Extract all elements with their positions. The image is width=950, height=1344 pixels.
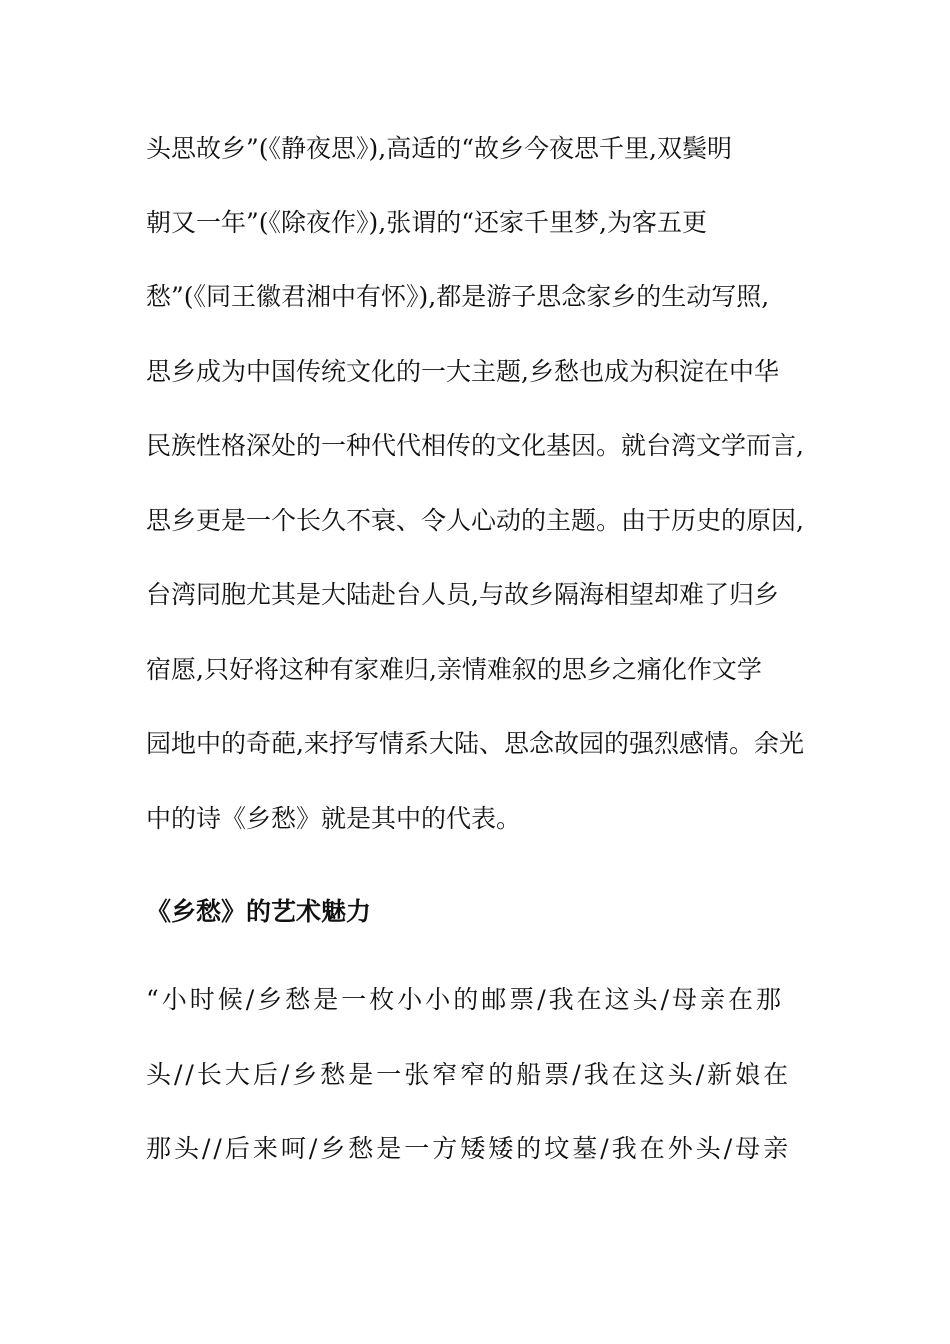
paragraph-line: 宿愿,只好将这种有家难归,亲情难叙的思乡之痛化作文学 — [146, 655, 762, 684]
paragraph-line: 园地中的奇葩,来抒写情系大陆、思念故园的强烈感情。余光 — [146, 729, 804, 758]
paragraph-line: 中的诗《乡愁》就是其中的代表。 — [146, 804, 522, 833]
paragraph-line: 思乡成为中国传统文化的一大主题,乡愁也成为积淀在中华 — [146, 357, 779, 386]
section-heading: 《乡愁》的艺术魅力 — [146, 897, 372, 926]
paragraph-line: 民族性格深处的一种代代相传的文化基因。就台湾文学而言, — [146, 431, 804, 460]
paragraph-line: 台湾同胞尤其是大陆赴台人员,与故乡隔海相望却难了归乡 — [146, 580, 779, 609]
paragraph-line: 愁”(《同王徽君湘中有怀》),都是游子思念家乡的生动写照, — [146, 282, 770, 311]
poem-line: “小时候/乡愁是一枚小小的邮票/我在这头/母亲在那 — [146, 985, 785, 1014]
paragraph-line: 思乡更是一个长久不衰、令人心动的主题。由于历史的原因, — [146, 506, 804, 535]
poem-line: 那头//后来呵/乡愁是一方矮矮的坟墓/我在外头/母亲 — [146, 1134, 792, 1163]
paragraph-line: 头思故乡”(《静夜思》),高适的“故乡今夜思千里,双鬓明 — [146, 134, 732, 163]
poem-line: 头//长大后/乡愁是一张窄窄的船票/我在这头/新娘在 — [146, 1060, 792, 1089]
paragraph-line: 朝又一年”(《除夜作》),张谓的“还家千里梦,为客五更 — [146, 208, 707, 237]
